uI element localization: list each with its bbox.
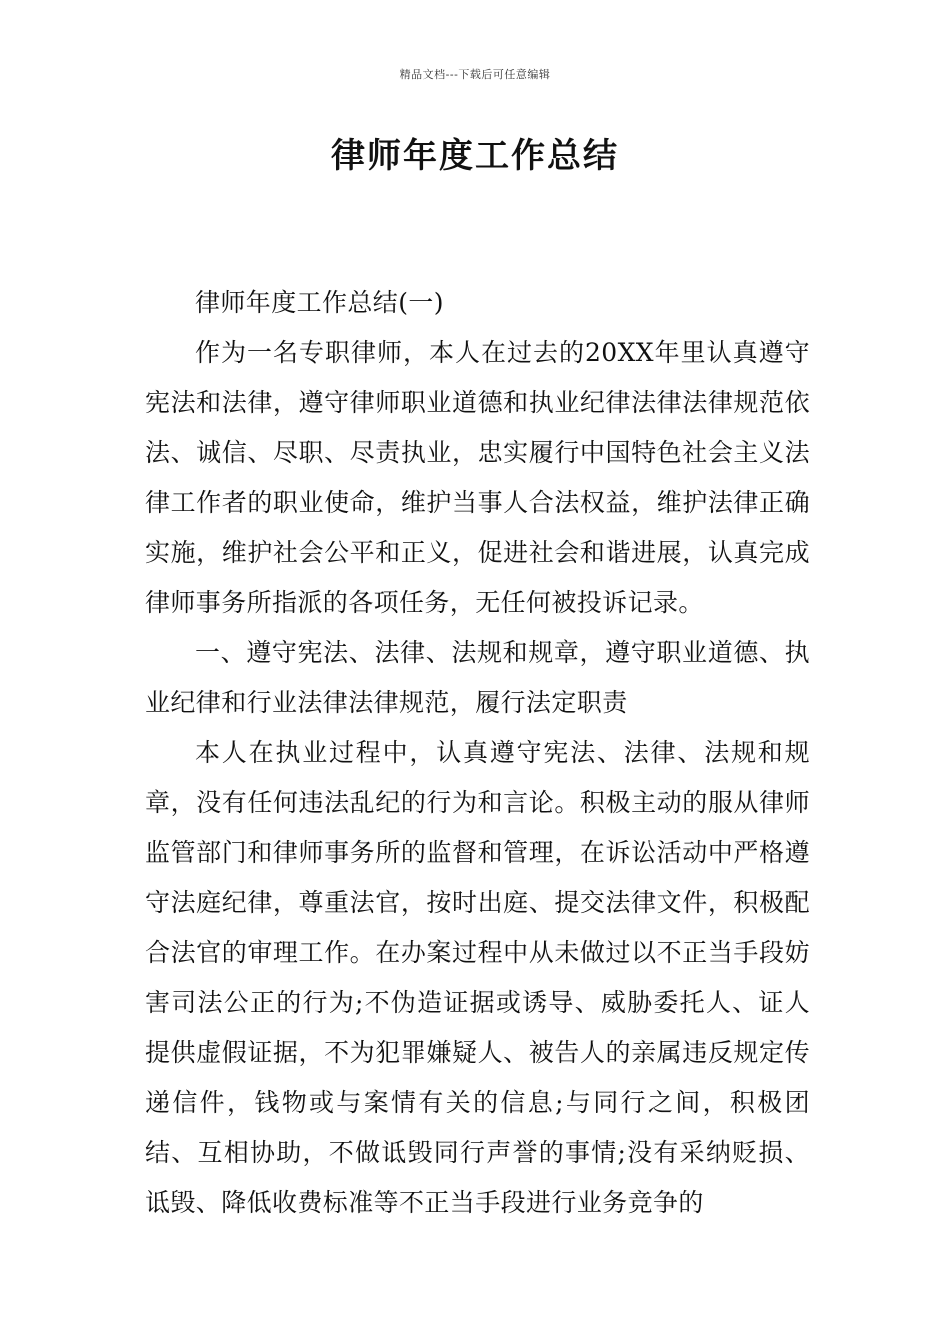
document-title: 律师年度工作总结 [331,136,619,176]
section-heading: 一、遵守宪法、法律、法规和规章，遵守职业道德、执业纪律和行业法律法律规范，履行法定职责 [145,638,810,717]
paragraph: 作为一名专职律师，本人在过去的20XX年里认真遵守宪法和法律，遵守律师职业道德和执业纪律法律法律规范依法、诚信、尽职、尽责执业，忠实履行中国特色社会主义法律工作者的职业使命，维护当事人合法权益，维护法律正确实施，维护社会公平和正义，促进社会和谐进展，认真完成律师事务所指派的各项任务，无任何被投诉记录。 [145,338,810,617]
section-heading: 律师年度工作总结(一) [195,288,444,317]
document-body [145,278,810,1228]
header-note: 精品文档---下载后可任意编辑 [399,68,551,81]
paragraph: 本人在执业过程中，认真遵守宪法、法律、法规和规章，没有任何违法乱纪的行为和言论。积极主动的服从律师监管部门和律师事务所的监督和管理，在诉讼活动中严格遵守法庭纪律，尊重法官，按时出庭、提交法律文件，积极配合法官的审理工作。在办案过程中从未做过以不正当手段妨害司法公正的行为;不伪造证据或诱导、威胁委托人、证人提供虚假证据，不为犯罪嫌疑人、被告人的亲属违反规定传递信件，钱物或与案情有关的信息;与同行之间，积极团结、互相协助，不做诋毁同行声誉的事情;没有采纳贬损、诋毁、降低收费标准等不正当手段进行业务竞争的 [145,738,810,1217]
